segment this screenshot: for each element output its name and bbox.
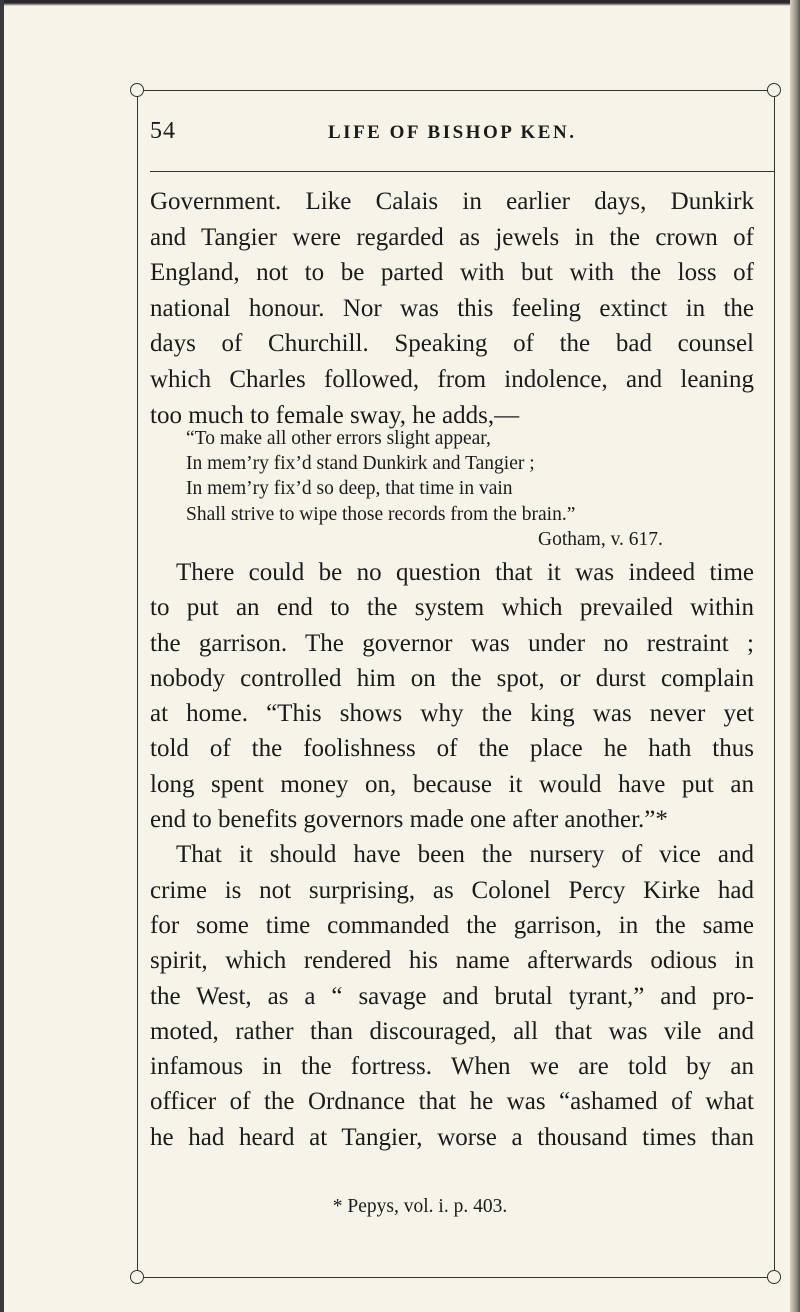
text-line: for some time commanded the garrison, in the same (150, 911, 754, 939)
scan-edge-top (0, 0, 800, 6)
text-line: nobody controlled him on the spot, or durst complain (150, 664, 754, 692)
frame-bottom-line (130, 1277, 780, 1278)
corner-ring-bottom-right (767, 1270, 781, 1284)
text-line: the West, as a “ savage and brutal tyrant,” and pro- (150, 982, 754, 1010)
text-line: England, not to be parted with but with the loss of (150, 259, 754, 287)
quote-attribution: Gotham, v. 617. (538, 528, 663, 550)
verse-line: “To make all other errors slight appear, (186, 428, 491, 449)
text-line: moted, rather than discouraged, all that was vile and (150, 1017, 754, 1045)
corner-ring-bottom-left (130, 1270, 144, 1284)
text-line: he had heard at Tangier, worse a thousand times than (150, 1123, 754, 1151)
paragraph-government (150, 184, 754, 433)
paragraph-garrison (150, 555, 754, 837)
text-line: which Charles followed, from indolence, and leaning (150, 365, 754, 393)
text-line: crime is not surprising, as Colonel Percy Kirke had (150, 876, 754, 904)
running-head: LIFE OF BISHOP KEN. (328, 122, 577, 143)
footnote-text: * Pepys, vol. i. p. 403. (332, 1196, 508, 1217)
frame-left-line (137, 96, 138, 1272)
verse-line: In mem’ry fix’d stand Dunkirk and Tangier ; (186, 453, 535, 475)
paragraph-kirke (150, 837, 754, 1155)
text-line: national honour. Nor was this feeling extinct in the (150, 294, 754, 322)
verse-quotation (186, 426, 756, 552)
frame-right-line (774, 96, 775, 1272)
header-rule (150, 171, 775, 172)
page-header (150, 118, 750, 148)
verse-line: In mem’ry fix’d so deep, that time in vain (186, 478, 513, 500)
text-line: long spent money on, because it would have put an (150, 770, 754, 798)
verse-line: Shall strive to wipe those records from the brain.” (186, 503, 576, 525)
text-line: There could be no question that it was indeed time (176, 559, 754, 586)
text-line: the garrison. The governor was under no restraint ; (150, 629, 754, 657)
text-line: to put an end to the system which prevailed within (150, 594, 754, 622)
scan-edge-right (790, 0, 800, 1312)
text-line: and Tangier were regarded as jewels in the crown of (150, 223, 754, 251)
text-line: infamous in the fortress. When we are told by an (150, 1053, 754, 1081)
main-text-continued (150, 555, 754, 1155)
text-line: end to benefits governors made one after another.”* (150, 806, 668, 834)
text-line: spirit, which rendered his name afterwards odious in (150, 947, 754, 975)
text-line: at home. “This shows why the king was never yet (150, 700, 754, 728)
text-line: too much to female sway, he adds,— (150, 401, 520, 429)
corner-ring-top-right (767, 83, 781, 97)
text-line: That it should have been the nursery of vice and (176, 841, 754, 869)
text-line: days of Churchill. Speaking of the bad counsel (150, 330, 754, 358)
text-line: told of the foolishness of the place he hath thus (150, 735, 754, 763)
text-line: Government. Like Calais in earlier days, Dunkirk (150, 188, 754, 215)
page-number: 54 (150, 118, 176, 144)
scan-edge-left (0, 0, 4, 1312)
text-line: officer of the Ordnance that he was “ashamed of what (150, 1088, 754, 1116)
corner-ring-top-left (130, 83, 144, 97)
footnote (0, 1196, 800, 1218)
frame-top-line (130, 90, 780, 91)
